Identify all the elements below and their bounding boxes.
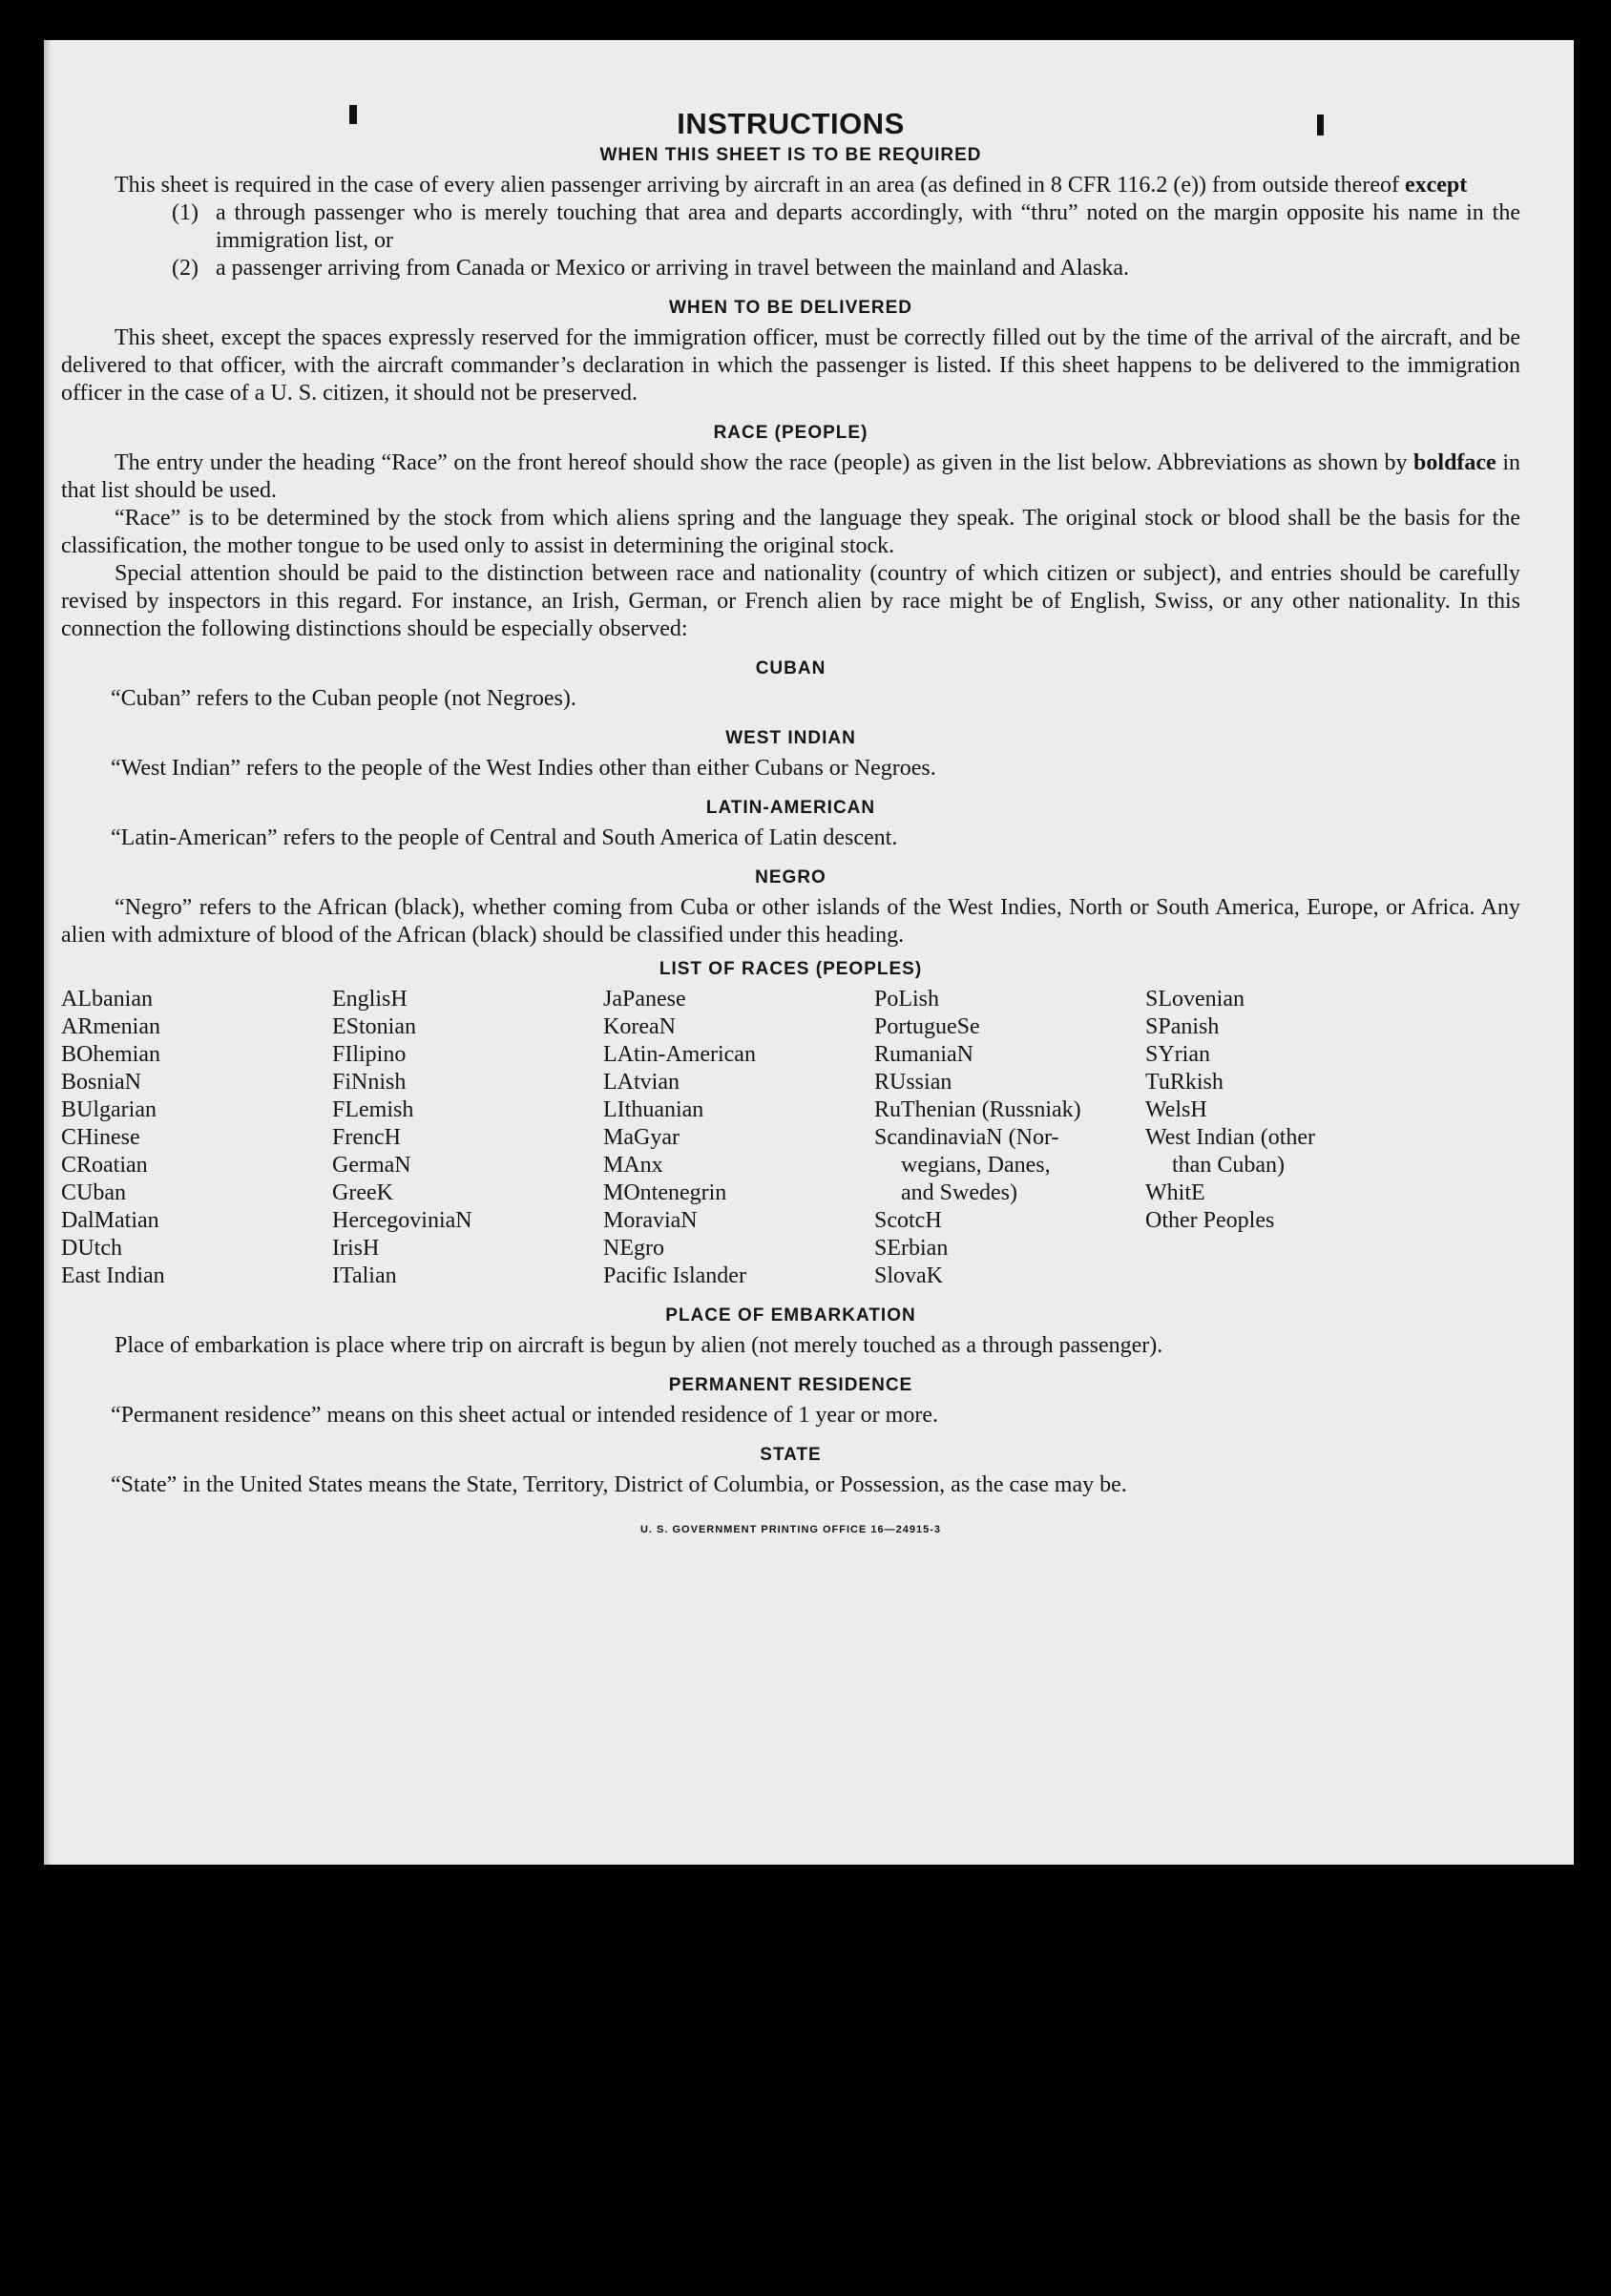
races-column-3 [603,986,874,1290]
race-item: MaGyar [603,1125,680,1150]
delivered-text: This sheet, except the spaces expressly reserved for the immigration officer, must be correctly filled out by the time of the arrival of the aircraft, and be delivered to that officer, with the aircraft commander’s declaration in which the passenger is listed. If this sheet happens to be delivered to the immigration officer in the case of a U. S. citizen, it should not be preserved. [61,325,1520,406]
list-item [172,255,1520,282]
section-heading-state: STATE [760,1445,822,1465]
section-heading-latin-american: LATIN-AMERICAN [705,798,876,818]
race-item-continued: than Cuban) [1172,1153,1285,1178]
races-list [61,986,1520,1290]
race-item: SLovenian [1145,987,1245,1012]
race-item: ARmenian [61,1014,160,1039]
ink-mark [349,105,357,124]
race-item: PoLish [874,987,940,1012]
embarkation-text: Place of embarkation is place where trip on aircraft is begun by alien (not merely touched as a through passenger). [115,1333,1163,1358]
section-heading-west-indian: WEST INDIAN [725,728,856,748]
required-intro [61,172,1520,199]
race-p1-emphasis: boldface [1413,450,1496,475]
race-item-continued: and Swedes) [901,1180,1017,1205]
race-item: BUlgarian [61,1097,157,1122]
races-column-2 [332,986,603,1290]
race-p1-text: The entry under the heading “Race” on the front hereof should show the race (people) as given in the list below. Abbreviations as shown by [115,450,1414,475]
state-text: “State” in the United States means the State, Territory, District of Columbia, or Possession, as the case may be. [111,1472,1127,1497]
section-heading-embarkation: PLACE OF EMBARKATION [665,1305,916,1325]
race-item: CHinese [61,1125,140,1150]
race-item: GreeK [332,1180,393,1205]
race-item: NEgro [603,1236,664,1261]
list-item [172,199,1520,255]
race-item: BosniaN [61,1070,141,1095]
race-item: East Indian [61,1263,165,1288]
race-item: CUban [61,1180,126,1205]
race-item: MoraviaN [603,1208,698,1233]
race-item: LIthuanian [603,1097,704,1122]
required-intro-emphasis: except [1404,173,1468,198]
races-column-4 [874,986,1145,1290]
page-title: INSTRUCTIONS [677,107,905,140]
section-heading-races-list: LIST OF RACES (PEOPLES) [659,959,923,979]
race-item: West Indian (other [1145,1125,1316,1150]
race-item: HercegoviniaN [332,1208,472,1233]
list-item-number: (2) [172,256,199,281]
race-item: FiNnish [332,1070,407,1095]
document-sheet [44,40,1574,1865]
race-item: DUtch [61,1236,122,1261]
negro-text: “Negro” refers to the African (black), whether coming from Cuba or other islands of the West Indies, North or South America, Europe, or Africa. Any alien with admixture of blood of the African (black) should be classified under this heading. [61,895,1520,948]
race-item: ALbanian [61,987,153,1012]
race-item: LAtin-American [603,1042,756,1067]
race-paragraph-2: “Race” is to be determined by the stock from which aliens spring and the language they speak. The original stock or blood shall be the basis for the classification, the mother tongue to be used only to assist in determining the original stock. [61,506,1520,558]
race-item: FrencH [332,1125,401,1150]
races-column-1 [61,986,332,1290]
section-heading-delivered: WHEN TO BE DELIVERED [668,298,913,318]
race-item: FLemish [332,1097,414,1122]
race-item: ITalian [332,1263,397,1288]
race-item: EStonian [332,1014,416,1039]
race-item: RumaniaN [874,1042,973,1067]
race-item: ScotcH [874,1208,942,1233]
race-item: WelsH [1145,1097,1207,1122]
west-indian-text: “West Indian” refers to the people of the West Indies other than either Cubans or Negroes. [111,756,936,781]
race-item: WhitE [1145,1180,1205,1205]
residence-text: “Permanent residence” means on this sheet actual or intended residence of 1 year or more. [111,1403,938,1428]
race-item: PortugueSe [874,1014,980,1039]
race-paragraph-1 [61,449,1520,505]
race-item: Pacific Islander [603,1263,746,1288]
race-item: FIlipino [332,1042,407,1067]
race-item: ScandinaviaN (Nor- [874,1125,1059,1150]
race-item: MAnx [603,1153,663,1178]
race-item: JaPanese [603,987,686,1012]
race-item: GermaN [332,1153,411,1178]
race-item-continued: wegians, Danes, [901,1153,1051,1178]
race-item: SPanish [1145,1014,1220,1039]
race-item: RuThenian (Russniak) [874,1097,1081,1122]
race-item: SlovaK [874,1263,943,1288]
race-p1-text-end: in that list should be used. [61,450,1520,503]
races-column-5 [1145,986,1416,1290]
list-item-text: a passenger arriving from Canada or Mexico or arriving in travel between the mainland and Alaska. [216,256,1129,281]
race-item: KoreaN [603,1014,676,1039]
cuban-text: “Cuban” refers to the Cuban people (not Negroes). [111,686,576,711]
section-heading-cuban: CUBAN [755,658,826,678]
race-item: DalMatian [61,1208,159,1233]
race-item: CRoatian [61,1153,148,1178]
section-heading-negro: NEGRO [755,867,826,887]
ink-mark [1317,115,1324,136]
section-heading-required: WHEN THIS SHEET IS TO BE REQUIRED [599,145,982,165]
race-item: MOntenegrin [603,1180,727,1205]
race-item: BOhemian [61,1042,160,1067]
race-item: TuRkish [1145,1070,1224,1095]
section-heading-residence: PERMANENT RESIDENCE [668,1375,913,1395]
race-item: EnglisH [332,987,408,1012]
list-item-text: a through passenger who is merely touching that area and departs accordingly, with “thru” noted on the margin opposite his name in the immigration list, or [216,200,1520,253]
section-heading-race: RACE (PEOPLE) [713,423,868,443]
list-item-number: (1) [172,200,199,225]
race-item: SErbian [874,1236,949,1261]
race-item: SYrian [1145,1042,1210,1067]
race-item: RUssian [874,1070,952,1095]
latin-american-text: “Latin-American” refers to the people of Central and South America of Latin descent. [111,825,898,850]
printer-imprint: U. S. GOVERNMENT PRINTING OFFICE 16—24915-3 [639,1524,941,1535]
required-intro-text: This sheet is required in the case of every alien passenger arriving by aircraft in an area (as defined in 8 CFR 116.2 (e)) from outside thereof [115,173,1405,198]
race-item: IrisH [332,1236,380,1261]
race-paragraph-3: Special attention should be paid to the distinction between race and nationality (country of which citizen or subject), and entries should be carefully revised by inspectors in this regard. For instance, an Irish, German, or French alien by race might be of English, Swiss, or any other nationality. In this connection the following distinctions should be especially observed: [61,561,1520,641]
race-item: Other Peoples [1145,1208,1275,1233]
race-item: LAtvian [603,1070,680,1095]
